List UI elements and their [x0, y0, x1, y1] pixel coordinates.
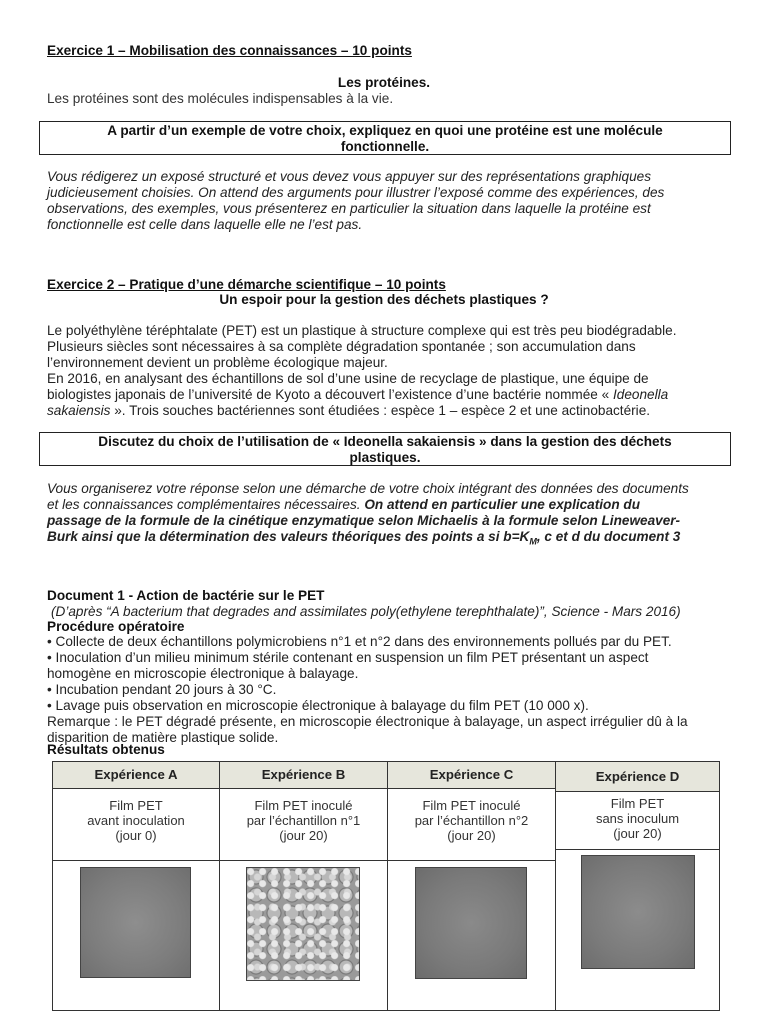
ex2-instr-line: Vous organiserez votre réponse selon une démarche de votre choix intégrant des données des documents — [47, 481, 689, 496]
ex2-instr-line: passage de la formule de la cinétique enzymatique selon Michaelis à la formule selon Lineweaver- — [47, 513, 681, 528]
proc-line: • Incubation pendant 20 jours à 30 °C. — [47, 682, 277, 697]
desc-line: avant inoculation — [87, 813, 185, 828]
desc-line: (jour 20) — [447, 828, 496, 843]
experiment-description — [220, 789, 388, 861]
ex1-instr-line: observations, des exemples, vous présenterez en particulier la situation dans laquelle la protéine est — [47, 201, 651, 216]
ex1-intro: Les protéines sont des molécules indispensables à la vie. — [47, 91, 394, 106]
experiment-column-c — [388, 761, 556, 1011]
ex1-title: Exercice 1 – Mobilisation des connaissances – 10 points — [47, 43, 412, 58]
desc-line: par l’échantillon n°1 — [246, 813, 361, 828]
experiment-image-cell — [220, 861, 388, 1011]
ex1-instructions — [47, 169, 664, 233]
subscript: M — [529, 536, 537, 547]
doc1-title: Document 1 - Action de bactérie sur le PET — [47, 588, 325, 603]
text-run: (D’après “ — [51, 604, 111, 619]
ex2-question-box — [39, 432, 731, 466]
ex2-question-line: Discutez du choix de l’utilisation de « Ideonella sakaiensis » dans la gestion des déchets — [98, 434, 672, 449]
desc-line: Film PET inoculé — [422, 798, 521, 813]
ex2-para-line: l’environnement devient un problème écologique majeur. — [47, 355, 388, 370]
experiment-header: Expérience B — [220, 761, 388, 789]
proc-line: Remarque : le PET dégradé présente, en microscopie électronique à balayage, un aspect irrégulier dû à la — [47, 714, 688, 729]
text-run: A bacterium that degrades and assimilates poly(ethylene terephthalate)”, Science - Mars 2016) — [110, 604, 681, 619]
experiment-column-a — [52, 761, 220, 1011]
experiment-header: Expérience C — [388, 761, 556, 789]
proc-line: disparition de matière plastique solide. — [47, 730, 279, 745]
ex2-paragraph — [47, 323, 676, 419]
ex1-subtitle: Les protéines. — [337, 75, 431, 90]
text-run: ». Trois souches bactériennes sont étudiées : espèce 1 – espèce 2 et une actinobactérie. — [110, 403, 651, 418]
text-run-bold: Burk ainsi que la détermination des valeurs théoriques des points a si b=K — [47, 529, 530, 544]
ex2-instructions — [47, 481, 689, 550]
desc-line: par l’échantillon n°2 — [414, 813, 529, 828]
doc1-source — [51, 604, 681, 620]
species-name: sakaiensis — [47, 403, 111, 418]
ex1-question-line: A partir d’un exemple de votre choix, expliquez en quoi une protéine est une molécule — [107, 123, 663, 138]
proc-line: homogène en microscopie électronique à balayage. — [47, 666, 359, 681]
text-run: biologistes japonais de l’université de Kyoto a découvert l’existence d’une bactérie nommée « — [47, 387, 613, 402]
results-table — [52, 761, 720, 1011]
experiment-header: Expérience D — [556, 761, 720, 792]
experiment-image-cell — [556, 850, 720, 1011]
experiment-header: Expérience A — [52, 761, 220, 789]
ex2-para-line — [47, 387, 676, 403]
doc1-results-title: Résultats obtenus — [47, 742, 165, 757]
species-name: Ideonella — [613, 387, 669, 402]
ex2-para-line: En 2016, en analysant des échantillons de sol d’une usine de recyclage de plastique, une équipe de — [47, 371, 649, 386]
ex2-para-line: Le polyéthylène téréphtalate (PET) est un plastique à structure complexe qui est très peu biodégradable. — [47, 323, 677, 338]
experiment-description — [556, 792, 720, 850]
desc-line: Film PET inoculé — [254, 798, 353, 813]
desc-line: (jour 0) — [115, 828, 157, 843]
text-run: et les connaissances complémentaires nécessaires. — [47, 497, 365, 512]
doc1-procedure-title: Procédure opératoire — [47, 619, 185, 634]
ex2-subtitle: Un espoir pour la gestion des déchets plastiques ? — [219, 292, 549, 307]
ex1-question-box — [39, 121, 731, 155]
proc-line: • Inoculation d’un milieu minimum stérile contenant en suspension un film PET présentant un aspect — [47, 650, 649, 665]
ex1-instr-line: Vous rédigerez un exposé structuré et vous devez vous appuyer sur des représentations graphiques — [47, 169, 652, 184]
desc-line: Film PET — [610, 796, 665, 811]
text-run-bold: On attend en particulier une explication du — [364, 497, 641, 512]
ex2-instr-line — [47, 497, 689, 513]
doc1-procedure — [47, 634, 688, 746]
ex2-instr-line — [47, 529, 689, 550]
sem-image-homogeneous — [415, 867, 527, 979]
ex2-para-line: Plusieurs siècles sont nécessaires à sa complète dégradation spontanée ; son accumulation dans — [47, 339, 636, 354]
desc-line: (jour 20) — [613, 826, 662, 841]
experiment-description — [388, 789, 556, 861]
desc-line: Film PET — [109, 798, 163, 813]
experiment-column-d — [556, 761, 720, 1011]
experiment-description — [52, 789, 220, 861]
sem-image-degraded — [246, 867, 360, 981]
proc-line: • Lavage puis observation en microscopie électronique à balayage du film PET (10 000 x). — [47, 698, 589, 713]
ex1-question-line: fonctionnelle. — [340, 139, 430, 154]
ex2-para-line — [47, 403, 676, 419]
proc-line: • Collecte de deux échantillons polymicrobiens n°1 et n°2 dans des environnements pollués par du PET. — [47, 634, 672, 649]
ex2-title: Exercice 2 – Pratique d’une démarche scientifique – 10 points — [47, 277, 446, 292]
experiment-image-cell — [388, 861, 556, 1011]
sem-image-homogeneous — [80, 867, 191, 978]
text-run-bold: , c et d du document 3 — [536, 529, 681, 544]
ex1-instr-line: judicieusement choisies. On attend des arguments pour illustrer l’exposé comme des expériences, des — [47, 185, 665, 200]
ex2-question-line: plastiques. — [349, 450, 421, 465]
experiment-image-cell — [52, 861, 220, 1011]
ex1-instr-line: fonctionnelle est celle dans laquelle elle ne l’est pas. — [47, 217, 363, 232]
desc-line: sans inoculum — [595, 811, 680, 826]
desc-line: (jour 20) — [279, 828, 328, 843]
sem-image-homogeneous — [581, 855, 695, 969]
experiment-column-b — [220, 761, 388, 1011]
